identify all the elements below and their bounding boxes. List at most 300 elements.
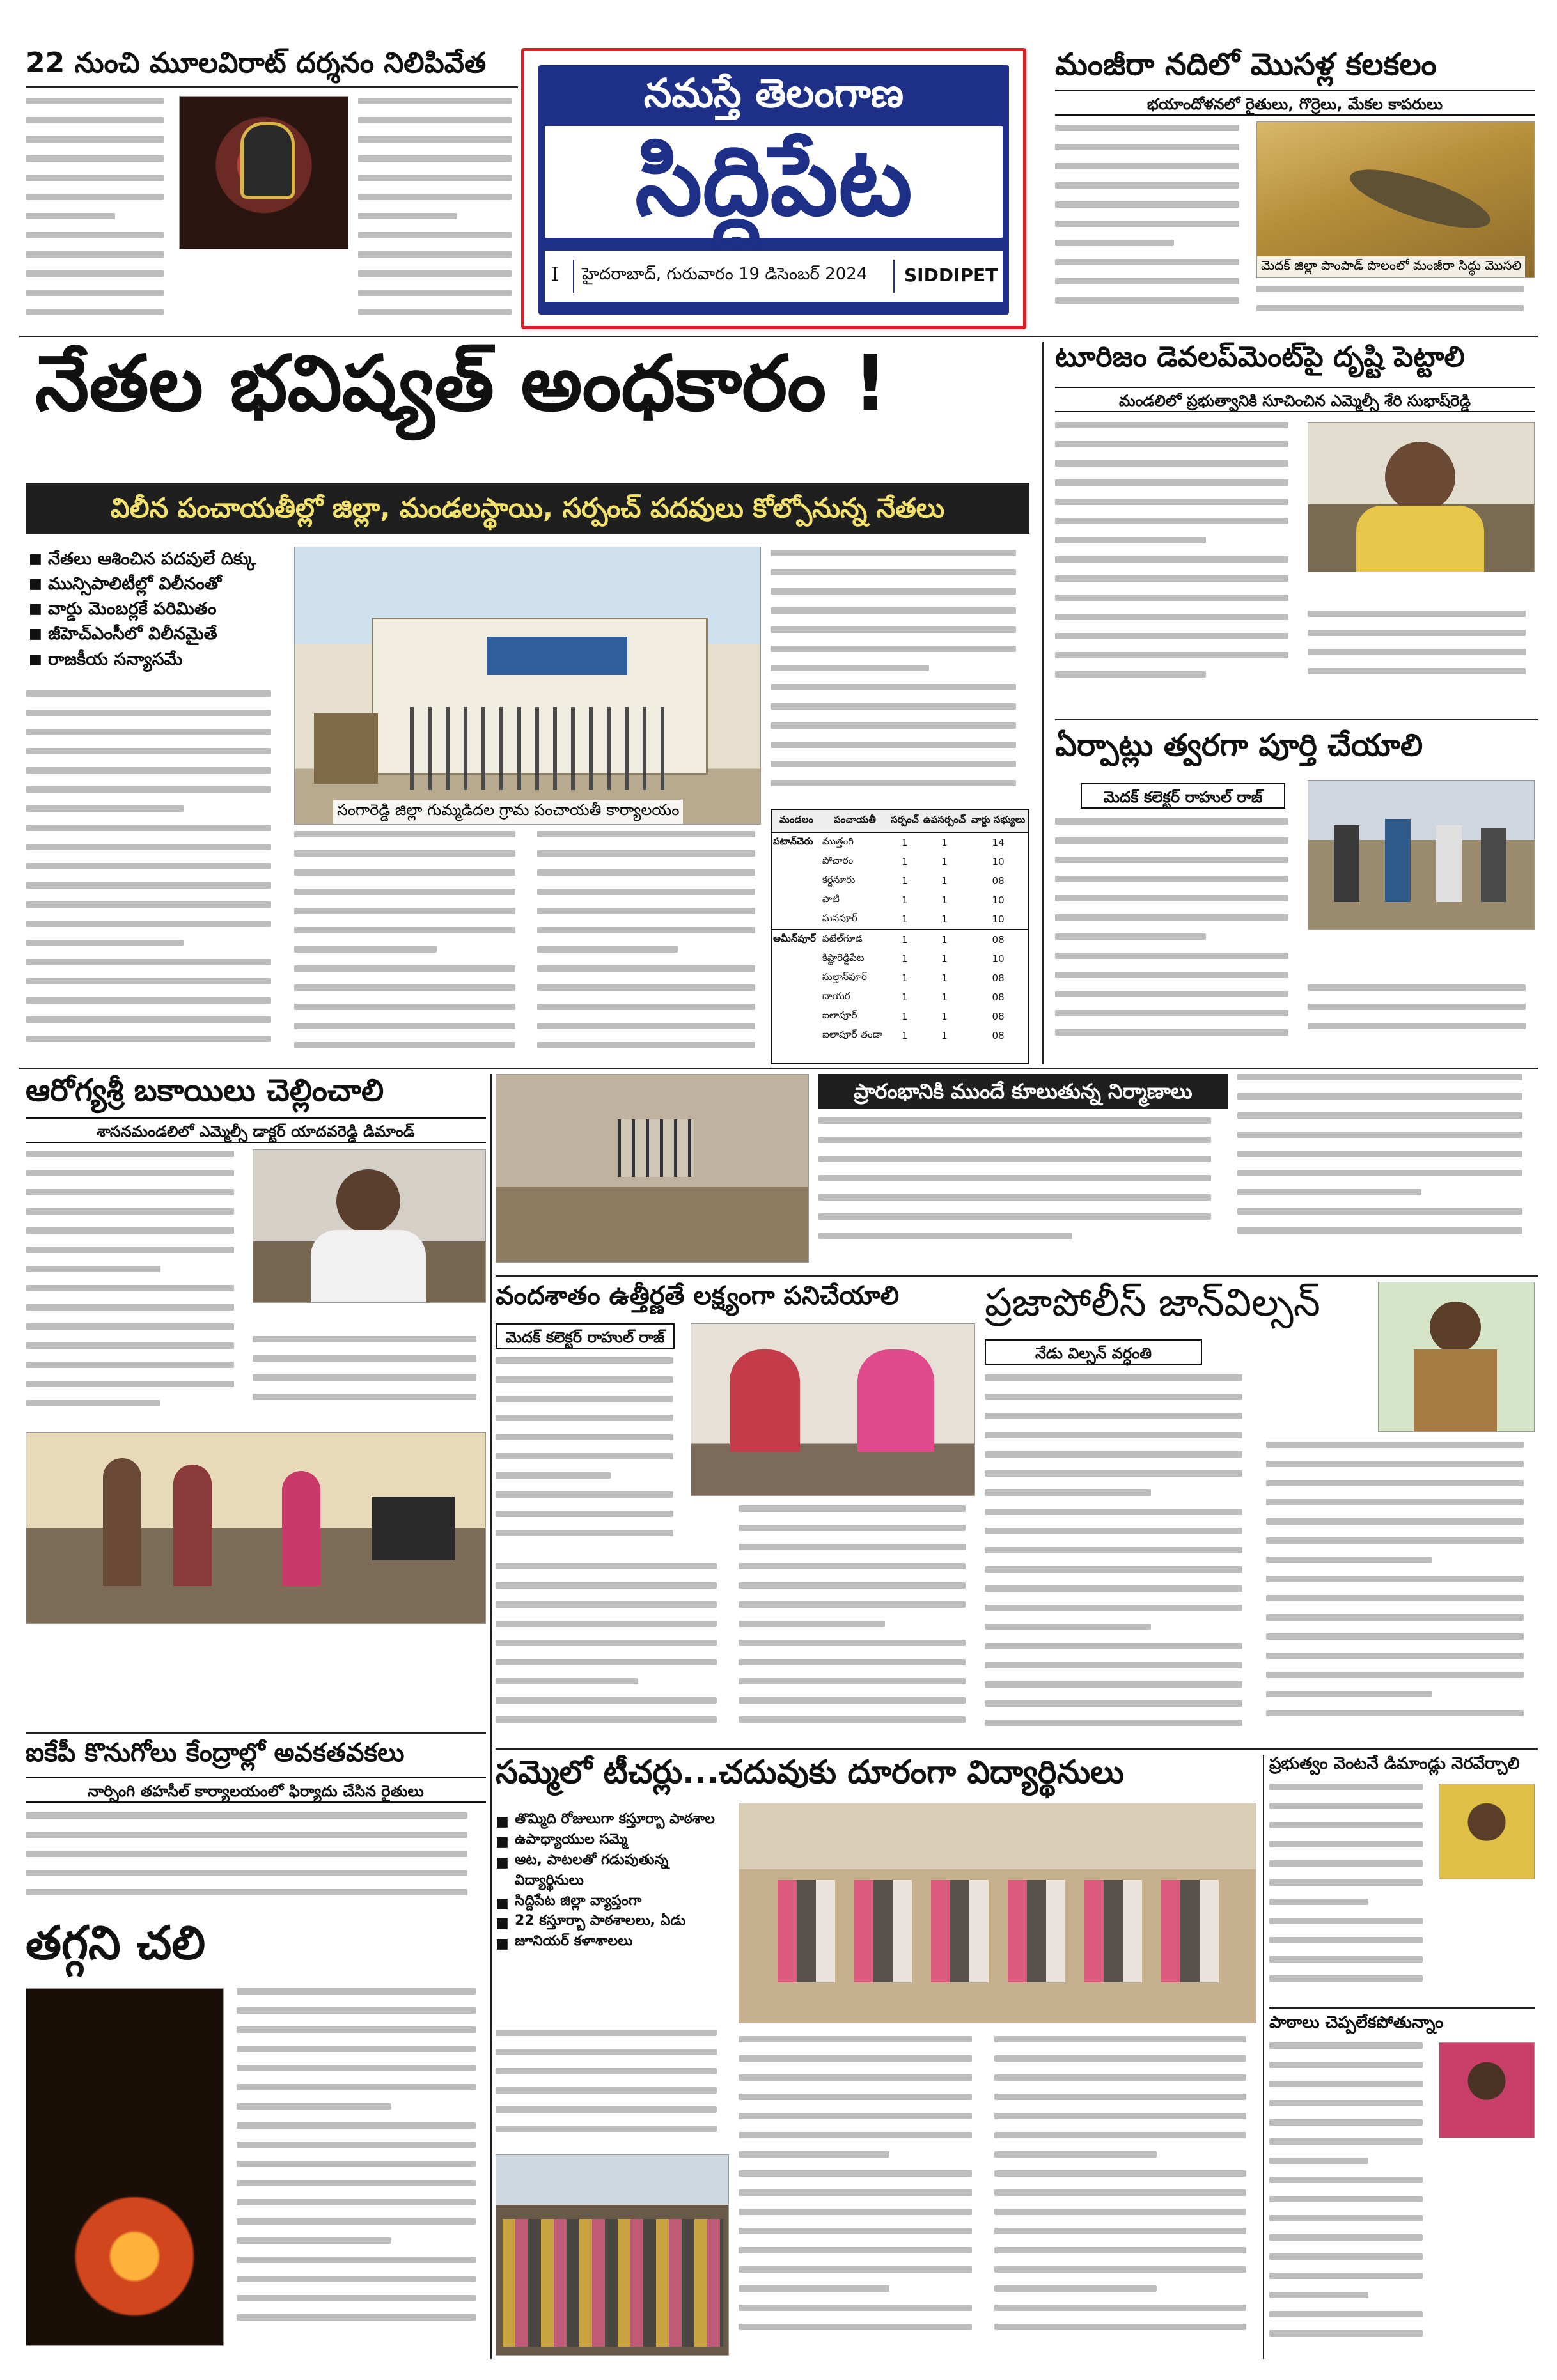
body-text-line (739, 2113, 972, 2119)
body-text-line (985, 1509, 1242, 1515)
table-cell: 1 (941, 856, 948, 867)
body-text-line (26, 1870, 467, 1876)
body-text-line (1055, 1029, 1288, 1036)
body-text-line (994, 2228, 1246, 2234)
demands-text (1269, 1784, 1429, 1998)
results-article (496, 1282, 975, 1742)
body-text-line (496, 1472, 611, 1479)
body-text-line (739, 2074, 972, 2081)
body-text-line (818, 1213, 1211, 1220)
table-cell: సుల్తాన్‌పూర్ (822, 971, 867, 983)
lessons-text (1269, 2042, 1429, 2356)
body-text-line (1055, 259, 1239, 265)
table-cell: 1 (902, 1011, 908, 1022)
construction-photo (496, 1074, 809, 1263)
body-text-line (739, 2324, 972, 2330)
body-text-line (26, 1170, 234, 1176)
table-cell-mandal (772, 871, 821, 891)
body-text-line (739, 1563, 966, 1569)
strike-bullet-3: ■ ఆట, పాటలతో గడుపుతున్న విద్యార్థినులు (496, 1850, 726, 1891)
body-text-line (1269, 2311, 1423, 2317)
body-text-line (771, 722, 1016, 729)
lead-text-right-top (771, 550, 1026, 809)
body-text-line (1237, 1151, 1522, 1157)
results-headline: వందశాతం ఉత్తీర్ణతే లక్ష్యంగా పనిచేయాలి (496, 1282, 900, 1311)
results-text-left (496, 1357, 681, 1555)
panchayat-table (771, 809, 1029, 1064)
body-text-line (26, 1208, 234, 1215)
strike-article (496, 1755, 1256, 2359)
body-text-line (739, 2132, 972, 2138)
body-text-line (1237, 1093, 1522, 1100)
body-text-line (26, 1016, 271, 1023)
body-text-line (1269, 2042, 1423, 2049)
body-text-line (496, 2087, 717, 2094)
body-text-line (1055, 895, 1288, 901)
lessons-article (1269, 2014, 1535, 2359)
body-text-line (1055, 818, 1288, 825)
table-cell-mandal (772, 910, 821, 929)
table-cell: 1 (902, 856, 908, 867)
table-row (772, 1026, 1028, 1045)
body-text-line (294, 1023, 515, 1029)
body-text-line (358, 232, 512, 238)
body-text-line (294, 831, 515, 837)
body-text-line (1055, 537, 1206, 543)
body-text-line (1269, 1879, 1423, 1886)
body-text-line (985, 1528, 1242, 1534)
strike-bullet-6: ■ జూనియర్ కళాశాలలు (496, 1931, 726, 1952)
body-text-line (739, 1678, 966, 1684)
body-text-line (985, 1413, 1242, 1419)
crocodile-caption: మెదక్ జిల్లా పాంపాడ్ పొలంలో మంజీరా సిద్ధు మొసలి (1257, 256, 1525, 277)
body-text-line (496, 1376, 673, 1383)
body-text-line (237, 2007, 476, 2014)
body-text-line (26, 997, 271, 1004)
body-text-line (253, 1374, 476, 1381)
demands-photo (1439, 1784, 1535, 1879)
body-text-line (1266, 1595, 1524, 1601)
lead-bullet-5: ■ రాజకీయ సన్యాసమే (29, 647, 285, 672)
col-ward-members: వార్డు సభ్యులు (971, 814, 1026, 825)
body-text-line (237, 2218, 476, 2225)
body-text-line (739, 1640, 966, 1646)
strike-text-left (496, 2030, 726, 2148)
tourism-text-right (1308, 611, 1535, 703)
strike-bullet-2: ■ ఉపాధ్యాయుల సమ్మె (496, 1830, 726, 1850)
masthead-dateline: హైదరాబాద్, గురువారం 19 డిసెంబర్ 2024 (582, 265, 868, 284)
body-text-line (1269, 2081, 1423, 2087)
body-text-line (537, 1023, 755, 1029)
body-text-line (1269, 1899, 1368, 1905)
body-text-line (537, 1042, 755, 1048)
body-text-line (237, 2295, 476, 2301)
body-text-line (26, 901, 271, 908)
table-cell: పాటి (822, 893, 840, 905)
body-text-line (1055, 441, 1288, 447)
table-row (772, 1007, 1028, 1026)
body-text-line (26, 767, 271, 774)
body-text-line (739, 2266, 972, 2273)
lead-text-col3 (537, 831, 764, 1061)
body-text-line (496, 1491, 673, 1498)
cold-headline: తగ్గని చలి (26, 1918, 206, 1970)
body-text-line (496, 2068, 717, 2074)
col-mandal: మండలం (779, 814, 813, 825)
body-text-line (985, 1643, 1242, 1649)
temple-text-left (26, 98, 169, 328)
tourism-headline: టూరిజం డెవలప్‌మెంట్‌పై దృష్టి పెట్టాలి (1055, 342, 1465, 373)
body-text-line (26, 729, 271, 735)
body-text-line (1269, 1803, 1423, 1809)
body-text-line (739, 1697, 966, 1704)
demands-headline: ప్రభుత్వం వెంటనే డిమాండ్లు నెరవేర్చాలి (1269, 1755, 1520, 1773)
table-cell: 1 (941, 992, 948, 1003)
table-cell: 1 (902, 875, 908, 887)
body-text-line (1266, 1691, 1432, 1697)
body-text-line (294, 1004, 515, 1010)
body-text-line (1269, 2158, 1368, 2164)
table-cell: 10 (992, 914, 1005, 925)
body-text-line (1055, 278, 1239, 284)
body-text-line (818, 1175, 1211, 1181)
body-text-line (739, 1505, 966, 1512)
bottom-divider (496, 1748, 1538, 1750)
body-text-line (994, 2170, 1246, 2177)
table-cell: పటేల్‌గూడ (822, 933, 863, 944)
body-text-line (1237, 1170, 1522, 1176)
body-text-line (994, 2036, 1246, 2042)
body-text-line (496, 2030, 717, 2036)
body-text-line (771, 550, 1016, 556)
table-cell: 08 (992, 972, 1005, 984)
body-text-line (1055, 953, 1288, 959)
table-cell: ముత్తంగి (822, 836, 854, 847)
body-text-line (985, 1470, 1242, 1477)
table-cell: 1 (941, 837, 948, 848)
arrangements-article (1055, 729, 1535, 1058)
body-text-line (1308, 1004, 1526, 1010)
body-text-line (237, 2122, 476, 2129)
strike-photo-bottom (496, 2154, 729, 2356)
body-text-line (1269, 1956, 1423, 1963)
wilson-text-right (1266, 1442, 1535, 1739)
col-sarpanch: సర్పంచ్ (891, 814, 919, 825)
body-text-line (496, 1511, 673, 1517)
table-row (772, 891, 1028, 910)
table-cell: 1 (902, 914, 908, 925)
body-text-line (1269, 2292, 1368, 2298)
body-text-line (237, 2180, 476, 2186)
wilson-subhead: నేడు విల్సన్ వర్ధంతి (985, 1339, 1202, 1365)
body-text-line (1055, 144, 1239, 150)
body-text-line (818, 1137, 1211, 1143)
arrangements-text-left (1055, 818, 1298, 1055)
ikp-subhead: నార్సింగి తహసీల్ కార్యాలయంలో ఫిర్యాదు చేసిన రైతులు (26, 1777, 486, 1803)
table-row (772, 949, 1028, 968)
body-text-line (985, 1547, 1242, 1553)
body-text-line (358, 213, 457, 219)
body-text-line (253, 1355, 476, 1362)
arogyasri-article (26, 1074, 486, 1720)
crocodile-photo (1256, 121, 1535, 278)
body-text-line (1055, 837, 1288, 844)
body-text-line (26, 844, 271, 850)
body-text-line (739, 2151, 889, 2158)
lead-bullet-1: ■ నేతలు ఆశించిన పదవులే దిక్కు (29, 547, 285, 572)
body-text-line (358, 309, 512, 315)
body-text-line (26, 270, 164, 277)
body-text-line (1266, 1537, 1524, 1544)
body-text-line (496, 1640, 717, 1646)
body-text-line (1266, 1672, 1524, 1678)
top-row-divider (19, 336, 1538, 337)
lead-photo (294, 547, 761, 825)
body-text-line (1237, 1132, 1522, 1138)
body-text-line (1055, 201, 1239, 208)
body-text-line (818, 1117, 1211, 1124)
results-text-bottom-right (739, 1505, 975, 1739)
body-text-line (739, 1582, 966, 1589)
body-text-line (26, 1362, 234, 1368)
table-cell: 1 (902, 934, 908, 945)
body-text-line (1055, 614, 1288, 620)
table-cell: 14 (992, 837, 1005, 848)
body-text-line (1308, 649, 1526, 655)
tourism-subhead: మండలిలో ప్రభుత్వానికి సూచించిన ఎమ్మెల్సీ శేరి సుభాష్‌రెడ్డి (1055, 387, 1535, 412)
body-text-line (739, 1525, 966, 1531)
body-text-line (771, 607, 1016, 614)
body-text-line (237, 2065, 476, 2071)
cold-photo (26, 1988, 224, 2346)
body-text-line (739, 2055, 972, 2062)
strike-photo-top (739, 1803, 1256, 2023)
body-text-line (994, 2247, 1246, 2253)
cold-article (26, 1918, 486, 2359)
body-text-line (237, 2142, 476, 2148)
body-text-line (1269, 2234, 1423, 2241)
body-text-line (1237, 1189, 1421, 1195)
body-text-line (1269, 1975, 1423, 1982)
strike-text-mid (739, 2036, 982, 2356)
body-text-line (1237, 1112, 1522, 1119)
body-text-line (1266, 1480, 1524, 1486)
right-divider-2 (1269, 2007, 1535, 2009)
body-text-line (26, 175, 164, 181)
masthead-title-top: నమస్తే తెలంగాణ (643, 70, 904, 116)
temple-article (26, 48, 518, 329)
body-text-line (26, 978, 271, 984)
body-text-line (1308, 668, 1526, 674)
arogyasri-text-right (253, 1336, 486, 1419)
body-text-line (1055, 240, 1174, 246)
body-text-line (1269, 2273, 1423, 2279)
body-text-line (26, 863, 271, 869)
body-text-line (496, 1563, 717, 1569)
arogyasri-bottom-photo (26, 1432, 486, 1624)
body-text-line (1308, 630, 1526, 636)
masthead-title-main: సిద్దిపేట (545, 126, 1003, 238)
body-text-line (26, 1285, 234, 1291)
body-text-line (818, 1233, 1072, 1239)
table-row (772, 871, 1028, 891)
body-text-line (1256, 286, 1524, 292)
body-text-line (985, 1624, 1151, 1630)
body-text-line (496, 1697, 717, 1704)
body-text-line (237, 2237, 391, 2244)
body-text-line (26, 1247, 234, 1253)
temple-photo (179, 96, 348, 249)
table-cell-mandal (772, 988, 821, 1007)
body-text-line (26, 232, 164, 238)
body-text-line (771, 646, 1016, 652)
body-text-line (994, 2305, 1246, 2311)
masthead-inner (538, 65, 1009, 315)
lead-headline: నేతల భవిష్యత్ అంధకారం ! (35, 339, 888, 428)
arrangements-headline: ఏర్పాట్లు త్వరగా పూర్తి చేయాలి (1055, 729, 1423, 763)
body-text-line (294, 1042, 515, 1048)
lead-subhead: విలీన పంచాయతీల్లో జిల్లా, మండలస్థాయి, సర్పంచ్ పదవులు కోల్పోనున్న నేతలు (26, 483, 1029, 534)
right-divider-1 (1055, 719, 1538, 720)
temple-headline: 22 నుంచి మూలవిరాట్ దర్శనం నిలిపివేత (26, 48, 487, 79)
table-cell: 10 (992, 856, 1005, 867)
table-cell: 1 (902, 894, 908, 906)
body-text-line (537, 965, 755, 972)
table-cell: 08 (992, 1011, 1005, 1022)
body-text-line (26, 786, 271, 793)
body-text-line (1055, 595, 1288, 601)
strike-bullet-5: ■ 22 కస్తూర్బా పాఠశాలలు, ఏడు (496, 1911, 726, 1931)
table-cell-mandal: అమీన్‌పూర్ (773, 933, 816, 944)
body-text-line (1055, 575, 1288, 582)
results-subhead: మెదక్ కలెక్టర్ రాహుల్ రాజ్ (496, 1323, 675, 1349)
body-text-line (496, 1434, 673, 1440)
table-cell-mandal (772, 891, 821, 910)
body-text-line (1055, 972, 1288, 978)
body-text-line (994, 2189, 1246, 2196)
body-text-line (985, 1585, 1242, 1592)
body-text-line (1266, 1633, 1524, 1640)
body-text-line (26, 1812, 467, 1819)
table-cell: 1 (941, 972, 948, 984)
body-text-line (771, 703, 1016, 710)
body-text-line (994, 2132, 1246, 2138)
body-text-line (26, 194, 164, 200)
body-text-line (253, 1394, 476, 1400)
body-text-line (496, 1415, 673, 1421)
body-text-line (294, 908, 515, 914)
body-text-line (1055, 914, 1288, 921)
body-text-line (1269, 2196, 1423, 2202)
body-text-line (739, 1601, 966, 1608)
table-cell: ఐలాపూర్ (822, 1009, 857, 1021)
body-text-line (26, 825, 271, 831)
body-text-line (1266, 1557, 1432, 1563)
body-text-line (994, 2113, 1246, 2119)
body-text-line (253, 1336, 476, 1342)
body-text-line (994, 2324, 1246, 2330)
body-text-line (26, 1889, 467, 1895)
body-text-line (1055, 1010, 1288, 1016)
body-text-line (771, 780, 1016, 786)
body-text-line (739, 2189, 972, 2196)
body-text-line (1308, 1023, 1526, 1029)
body-text-line (771, 626, 1016, 633)
body-text-line (994, 2094, 1246, 2100)
body-text-line (26, 1304, 234, 1311)
body-text-line (26, 251, 164, 258)
body-text-line (26, 1189, 234, 1195)
edition-name: SIDDIPET (904, 265, 998, 286)
body-text-line (537, 869, 755, 876)
body-text-line (818, 1156, 1211, 1162)
lead-text-col1 (26, 690, 281, 1061)
body-text-line (358, 155, 512, 162)
body-text-line (496, 1453, 673, 1459)
body-text-line (26, 921, 271, 927)
body-text-line (994, 2266, 1246, 2273)
table-cell: 08 (992, 934, 1005, 945)
body-text-line (739, 1621, 885, 1627)
body-text-line (26, 1323, 234, 1330)
crocodile-article (1055, 48, 1535, 329)
table-cell: ఐలాపూర్ తండా (822, 1029, 882, 1040)
body-text-line (1269, 2062, 1423, 2068)
body-text-line (1055, 460, 1288, 467)
table-row (772, 832, 1028, 852)
body-text-line (1269, 2100, 1423, 2106)
body-text-line (294, 889, 515, 895)
arrangements-text-right (1308, 984, 1535, 1055)
body-text-line (237, 2084, 476, 2090)
table-cell: 1 (941, 894, 948, 906)
table-cell: 1 (941, 1011, 948, 1022)
body-text-line (537, 908, 755, 914)
body-text-line (1269, 1841, 1423, 1847)
lead-bullet-4: ■ జీహెచ్ఎంసీలో విలీనమైతే (29, 621, 285, 646)
body-text-line (1237, 1208, 1522, 1215)
body-text-line (739, 2036, 972, 2042)
body-text-line (237, 2199, 476, 2205)
body-text-line (358, 175, 512, 181)
body-text-line (1055, 182, 1239, 189)
body-text-line (26, 136, 164, 143)
results-text-bottom-left (496, 1563, 726, 1739)
arrangements-subhead: మెదక్ కలెక్టర్ రాహుల్ రాజ్ (1081, 783, 1285, 809)
body-text-line (237, 2046, 476, 2052)
body-text-line (26, 710, 271, 716)
col-rule-bottom (1263, 1755, 1264, 2359)
middle-divider (19, 1068, 1538, 1069)
body-text-line (26, 1832, 467, 1838)
table-cell: 1 (941, 953, 948, 965)
body-text-line (1055, 671, 1206, 678)
tourism-photo (1308, 422, 1535, 572)
body-text-line (294, 965, 515, 972)
strike-bullet-4: ■ సిద్దిపేట జిల్లా వ్యాప్తంగా (496, 1891, 726, 1911)
body-text-line (294, 869, 515, 876)
body-text-line (1237, 1074, 1522, 1080)
table-cell: 08 (992, 992, 1005, 1003)
body-text-line (237, 2314, 476, 2321)
table-cell: కర్దనూరు (822, 874, 856, 885)
body-text-line (739, 2285, 889, 2292)
table-row (772, 968, 1028, 988)
body-text-line (1266, 1710, 1524, 1716)
table-cell-mandal (772, 968, 821, 988)
body-text-line (496, 2106, 717, 2113)
lead-bullet-2: ■ మున్సిపాలిటీల్లో విలీనంతో (29, 572, 285, 596)
